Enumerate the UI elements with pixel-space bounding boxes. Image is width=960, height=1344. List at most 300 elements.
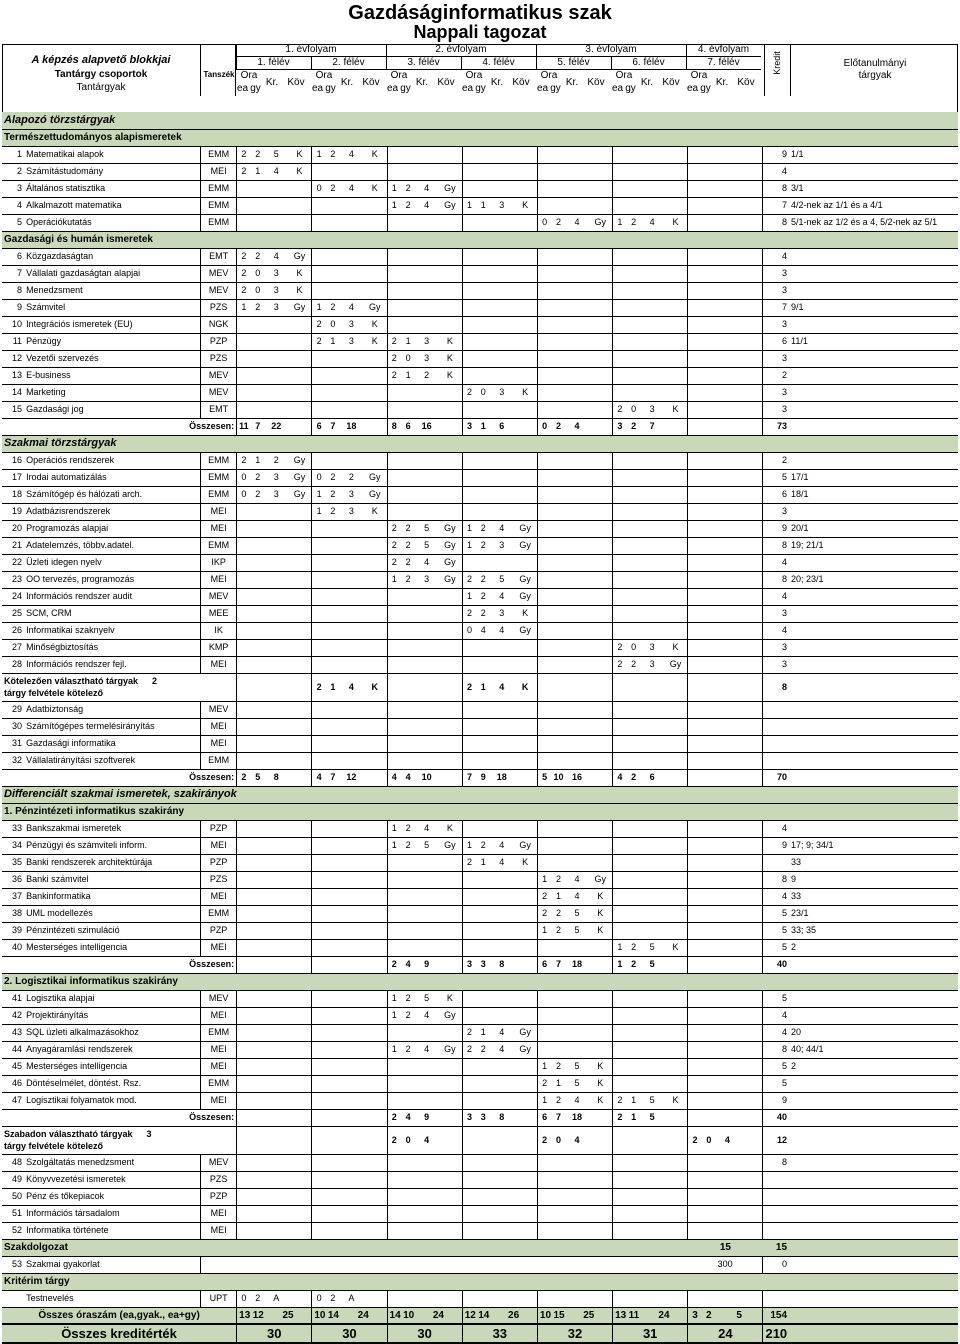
semester-value	[265, 871, 288, 888]
row-number: 35	[2, 854, 24, 871]
semester-value	[537, 520, 551, 537]
row-number: 31	[2, 735, 24, 752]
semester-value	[288, 888, 312, 905]
semester-value: 2	[387, 537, 401, 554]
department: PZP	[201, 820, 237, 837]
table-header	[2, 44, 958, 112]
semester-value	[664, 180, 688, 197]
semester-value	[702, 537, 716, 554]
semester-value	[702, 701, 716, 718]
semester-value: 3	[265, 486, 288, 503]
table-row	[2, 656, 958, 673]
elective-credit: 8	[763, 673, 789, 701]
semester-value	[551, 350, 565, 367]
total-value	[739, 769, 763, 786]
department: MEI	[201, 1007, 237, 1024]
semester-value	[490, 367, 513, 384]
semester-value	[688, 1024, 702, 1041]
semester-value	[340, 1205, 363, 1222]
semester-value	[326, 639, 340, 656]
semester-value	[589, 316, 613, 333]
semester-value: 4	[565, 871, 588, 888]
semester-label: 1. félév	[257, 57, 290, 68]
semester-value: 4	[490, 588, 513, 605]
semester-value	[401, 1171, 415, 1188]
semester-value	[340, 520, 363, 537]
semester-value	[739, 180, 763, 197]
semester-value	[702, 248, 716, 265]
semester-value	[702, 639, 716, 656]
semester-value	[490, 939, 513, 956]
semester-value	[688, 316, 702, 333]
credit-value	[763, 718, 789, 735]
semester-value: 3	[340, 486, 363, 503]
row-number: 49	[2, 1171, 24, 1188]
total-value	[265, 1109, 288, 1126]
semester-value	[537, 571, 551, 588]
department: MEI	[201, 163, 237, 180]
department: UPT	[201, 1290, 237, 1307]
semester-value	[739, 265, 763, 282]
semester-value	[702, 588, 716, 605]
semester-value	[537, 1205, 551, 1222]
semester-value	[551, 163, 565, 180]
semester-value	[641, 299, 664, 316]
semester-value: A	[265, 1290, 288, 1307]
semester-value	[641, 1075, 664, 1092]
semester-value	[513, 735, 537, 752]
semester-value	[387, 469, 401, 486]
semester-value	[641, 1188, 664, 1205]
table-row	[2, 1290, 958, 1307]
semester-value	[340, 554, 363, 571]
semester-value	[363, 1007, 387, 1024]
semester-value: 1	[537, 1092, 551, 1109]
semester-value	[702, 752, 716, 769]
total-value: 2	[627, 956, 641, 973]
semester-value	[664, 837, 688, 854]
subject-name: Informatika története	[24, 1222, 201, 1239]
semester-value: 5	[490, 571, 513, 588]
section-band	[2, 803, 958, 820]
semester-value	[627, 588, 641, 605]
semester-credit: 30	[387, 1324, 462, 1343]
semester-value	[401, 299, 415, 316]
semester-value	[288, 1041, 312, 1058]
prerequisite	[789, 1290, 958, 1307]
semester-value	[340, 350, 363, 367]
semester-value	[664, 469, 688, 486]
semester-value: K	[513, 854, 537, 871]
semester-value	[551, 820, 565, 837]
elective-value	[490, 1126, 513, 1154]
semester-value	[627, 265, 641, 282]
semester-value	[565, 248, 588, 265]
semester-value	[237, 333, 251, 350]
total-value	[664, 418, 688, 435]
total-value: 6	[401, 418, 415, 435]
semester-value: 1	[401, 367, 415, 384]
semester-value	[716, 180, 739, 197]
semester-value: Gy	[438, 520, 462, 537]
semester-value: 3	[340, 316, 363, 333]
semester-value	[462, 1007, 476, 1024]
semester-value: 2	[551, 905, 565, 922]
semester-value	[251, 1058, 265, 1075]
semester-value	[288, 656, 312, 673]
semester-value: 0	[237, 469, 251, 486]
semester-value	[716, 401, 739, 418]
semester-value	[537, 1171, 551, 1188]
row-number: 10	[2, 316, 24, 333]
elective-value	[462, 1126, 476, 1154]
semester-value	[288, 197, 312, 214]
gy-label: gy	[700, 83, 711, 94]
prerequisite	[789, 639, 958, 656]
semester-value	[326, 1041, 340, 1058]
semester-value: 2	[387, 520, 401, 537]
semester-value	[551, 282, 565, 299]
elective-value	[702, 673, 716, 701]
row-number: 32	[2, 752, 24, 769]
semester-value: 0	[326, 316, 340, 333]
subject-name: Banki számvitel	[24, 871, 201, 888]
semester-value: 0	[251, 265, 265, 282]
total-value	[739, 956, 763, 973]
subject-name: Anyagáramlási rendszerek	[24, 1041, 201, 1058]
semester-value	[237, 503, 251, 520]
semester-value	[265, 316, 288, 333]
semester-value	[462, 1092, 476, 1109]
row-number: 12	[2, 350, 24, 367]
semester-value	[326, 571, 340, 588]
semester-value	[415, 469, 438, 486]
total-value: 3	[462, 1109, 476, 1126]
elective-value	[664, 673, 688, 701]
thesis-credit: 15	[763, 1239, 789, 1256]
semester-value	[513, 180, 537, 197]
semester-value	[265, 1058, 288, 1075]
semester-value	[387, 401, 401, 418]
semester-value	[265, 820, 288, 837]
semester-value	[363, 1205, 387, 1222]
semester-value	[537, 701, 551, 718]
table-row	[2, 990, 958, 1007]
elective-value	[589, 673, 613, 701]
semester-value	[589, 939, 613, 956]
semester-value	[702, 1222, 716, 1239]
semester-value	[702, 1171, 716, 1188]
total-value	[265, 956, 288, 973]
credit-value: 5	[763, 1058, 789, 1075]
row-number: 13	[2, 367, 24, 384]
elective-value: 4	[415, 1126, 438, 1154]
semester-value	[589, 820, 613, 837]
table-row	[2, 1075, 958, 1092]
semester-value	[387, 939, 401, 956]
total-value	[438, 769, 462, 786]
semester-value	[613, 752, 627, 769]
semester-value	[326, 265, 340, 282]
semester-value	[237, 888, 251, 905]
semester-value	[613, 265, 627, 282]
semester-value	[438, 1171, 462, 1188]
section-band	[2, 129, 958, 146]
semester-value	[237, 701, 251, 718]
table-row	[2, 871, 958, 888]
table-row	[2, 939, 958, 956]
credit-value: 3	[763, 384, 789, 401]
semester-label: 6. félév	[632, 57, 665, 68]
semester-value	[739, 537, 763, 554]
department: MEV	[201, 282, 237, 299]
semester-value	[565, 265, 588, 282]
semester-value	[363, 820, 387, 837]
semester-value	[438, 146, 462, 163]
semester-value	[363, 622, 387, 639]
semester-value	[551, 554, 565, 571]
semester-value	[326, 888, 340, 905]
section-title: 1. Pénzintézeti informatikus szakirány	[2, 803, 958, 820]
prerequisite	[789, 554, 958, 571]
semester-value: 4	[565, 1092, 588, 1109]
semester-value	[462, 735, 476, 752]
prerequisite: 17; 9; 34/1	[789, 837, 958, 854]
semester-value	[363, 888, 387, 905]
semester-value	[716, 1188, 739, 1205]
semester-value	[537, 752, 551, 769]
semester-value	[237, 214, 251, 231]
year-label: 2. évfolyam	[435, 44, 487, 55]
prerequisite	[789, 990, 958, 1007]
semester-value	[716, 571, 739, 588]
department: MEV	[201, 1154, 237, 1171]
semester-value	[716, 905, 739, 922]
semester-value	[589, 1041, 613, 1058]
semester-value: 3	[415, 333, 438, 350]
semester-value: 1	[462, 588, 476, 605]
row-number: 17	[2, 469, 24, 486]
semester-value: 2	[401, 554, 415, 571]
elective-value: 1	[476, 673, 490, 701]
semester-value	[265, 1205, 288, 1222]
semester-value	[476, 248, 490, 265]
semester-value	[739, 282, 763, 299]
semester-value	[716, 537, 739, 554]
header-line	[200, 44, 201, 96]
semester-value: 2	[326, 469, 340, 486]
semester-value: 4	[565, 214, 588, 231]
semester-value	[265, 922, 288, 939]
subject-name: OO tervezés, programozás	[24, 571, 201, 588]
semester-value	[340, 163, 363, 180]
credit-value: 3	[763, 503, 789, 520]
grand-total-value: 12	[462, 1307, 476, 1324]
elective-value	[551, 673, 565, 701]
credit-value	[763, 701, 789, 718]
semester-value	[664, 701, 688, 718]
subject-name: Mesterséges intelligencia	[24, 939, 201, 956]
semester-value	[251, 350, 265, 367]
semester-value	[401, 656, 415, 673]
elective-count: 2	[152, 676, 158, 686]
kr-label: Kr.	[490, 77, 504, 88]
prerequisite: 33; 35	[789, 922, 958, 939]
semester-value	[688, 1171, 702, 1188]
semester-value	[565, 701, 588, 718]
semester-value	[251, 888, 265, 905]
semester-value: 1	[551, 888, 565, 905]
semester-value	[288, 939, 312, 956]
elective-value	[476, 1126, 490, 1154]
semester-value	[627, 1154, 641, 1171]
semester-value	[513, 316, 537, 333]
semester-value: Gy	[438, 197, 462, 214]
semester-value	[288, 1092, 312, 1109]
subject-name: Adatbázisrendszerek	[24, 503, 201, 520]
semester-value	[627, 367, 641, 384]
semester-value	[513, 1188, 537, 1205]
semester-value	[702, 486, 716, 503]
semester-value	[340, 384, 363, 401]
row-number: 42	[2, 1007, 24, 1024]
semester-value	[641, 282, 664, 299]
semester-value	[613, 605, 627, 622]
total-value: 4	[401, 956, 415, 973]
elective-credit: 12	[763, 1126, 789, 1154]
semester-value	[401, 922, 415, 939]
semester-value	[739, 1290, 763, 1307]
elective-value	[565, 673, 588, 701]
elective-value: 4	[716, 1126, 739, 1154]
semester-value	[438, 299, 462, 316]
semester-value	[288, 571, 312, 588]
semester-value	[537, 1188, 551, 1205]
table-row	[2, 350, 958, 367]
header-tanszek: Tanszék	[203, 70, 235, 79]
credit-value: 3	[763, 265, 789, 282]
semester-value	[438, 1188, 462, 1205]
department: EMM	[201, 1075, 237, 1092]
semester-value	[627, 888, 641, 905]
grand-total-value: 10	[401, 1307, 415, 1324]
row-number: 47	[2, 1092, 24, 1109]
semester-value	[326, 214, 340, 231]
grand-total-value: 26	[490, 1307, 537, 1324]
semester-value	[387, 854, 401, 871]
semester-value	[438, 401, 462, 418]
semester-value	[490, 1075, 513, 1092]
semester-value	[340, 1041, 363, 1058]
semester-value	[476, 1007, 490, 1024]
elective-count: 3	[146, 1129, 152, 1139]
semester-value	[702, 197, 716, 214]
semester-value	[401, 939, 415, 956]
semester-value	[702, 282, 716, 299]
total-value: 1	[627, 1109, 641, 1126]
semester-value	[565, 163, 588, 180]
semester-value	[251, 990, 265, 1007]
semester-value: 2	[387, 367, 401, 384]
semester-value	[664, 718, 688, 735]
row-number: 20	[2, 520, 24, 537]
semester-value	[641, 735, 664, 752]
semester-value	[664, 265, 688, 282]
semester-value	[716, 1007, 739, 1024]
elective-value	[438, 1126, 462, 1154]
semester-value	[589, 1024, 613, 1041]
semester-value	[537, 333, 551, 350]
row-number: 53	[2, 1256, 24, 1273]
semester-value	[415, 265, 438, 282]
semester-value	[312, 571, 326, 588]
semester-value	[589, 248, 613, 265]
semester-value: 2	[326, 486, 340, 503]
semester-value	[237, 1154, 251, 1171]
semester-value	[265, 1041, 288, 1058]
semester-value	[415, 384, 438, 401]
semester-value	[462, 299, 476, 316]
subject-name: UML modellezés	[24, 905, 201, 922]
semester-value: 0	[312, 180, 326, 197]
semester-value	[326, 452, 340, 469]
semester-value	[415, 905, 438, 922]
table-row	[2, 622, 958, 639]
section-band	[2, 1273, 958, 1290]
semester-value: Gy	[438, 837, 462, 854]
table-row	[2, 333, 958, 350]
semester-value	[702, 1007, 716, 1024]
semester-value	[387, 905, 401, 922]
semester-value	[340, 718, 363, 735]
semester-value	[513, 350, 537, 367]
credit-value: 3	[763, 316, 789, 333]
semester-value	[739, 1007, 763, 1024]
total-value	[716, 1109, 739, 1126]
semester-value	[438, 163, 462, 180]
semester-value	[613, 537, 627, 554]
prerequisite: 17/1	[789, 469, 958, 486]
semester-value: 3	[415, 571, 438, 588]
semester-value: 3	[641, 401, 664, 418]
semester-value	[688, 163, 702, 180]
semester-value	[476, 401, 490, 418]
semester-value	[739, 452, 763, 469]
semester-value: Gy	[288, 486, 312, 503]
grand-total-value: 13	[613, 1307, 627, 1324]
table-row	[2, 214, 958, 231]
semester-value	[702, 384, 716, 401]
semester-value: 1	[462, 537, 476, 554]
semester-value	[462, 401, 476, 418]
semester-value	[251, 718, 265, 735]
semester-value	[664, 316, 688, 333]
semester-value	[627, 486, 641, 503]
total-value	[716, 956, 739, 973]
semester-value	[551, 939, 565, 956]
semester-value: 2	[401, 571, 415, 588]
semester-value	[565, 571, 588, 588]
kov-label: Köv	[287, 77, 305, 88]
semester-credit: 33	[462, 1324, 537, 1343]
ora-label: Óra	[315, 70, 333, 81]
subject-name: Gazdasági informatika	[24, 735, 201, 752]
row-number: 8	[2, 282, 24, 299]
semester-value	[627, 537, 641, 554]
semester-value	[490, 401, 513, 418]
semester-value: 2	[476, 520, 490, 537]
row-number: 2	[2, 163, 24, 180]
